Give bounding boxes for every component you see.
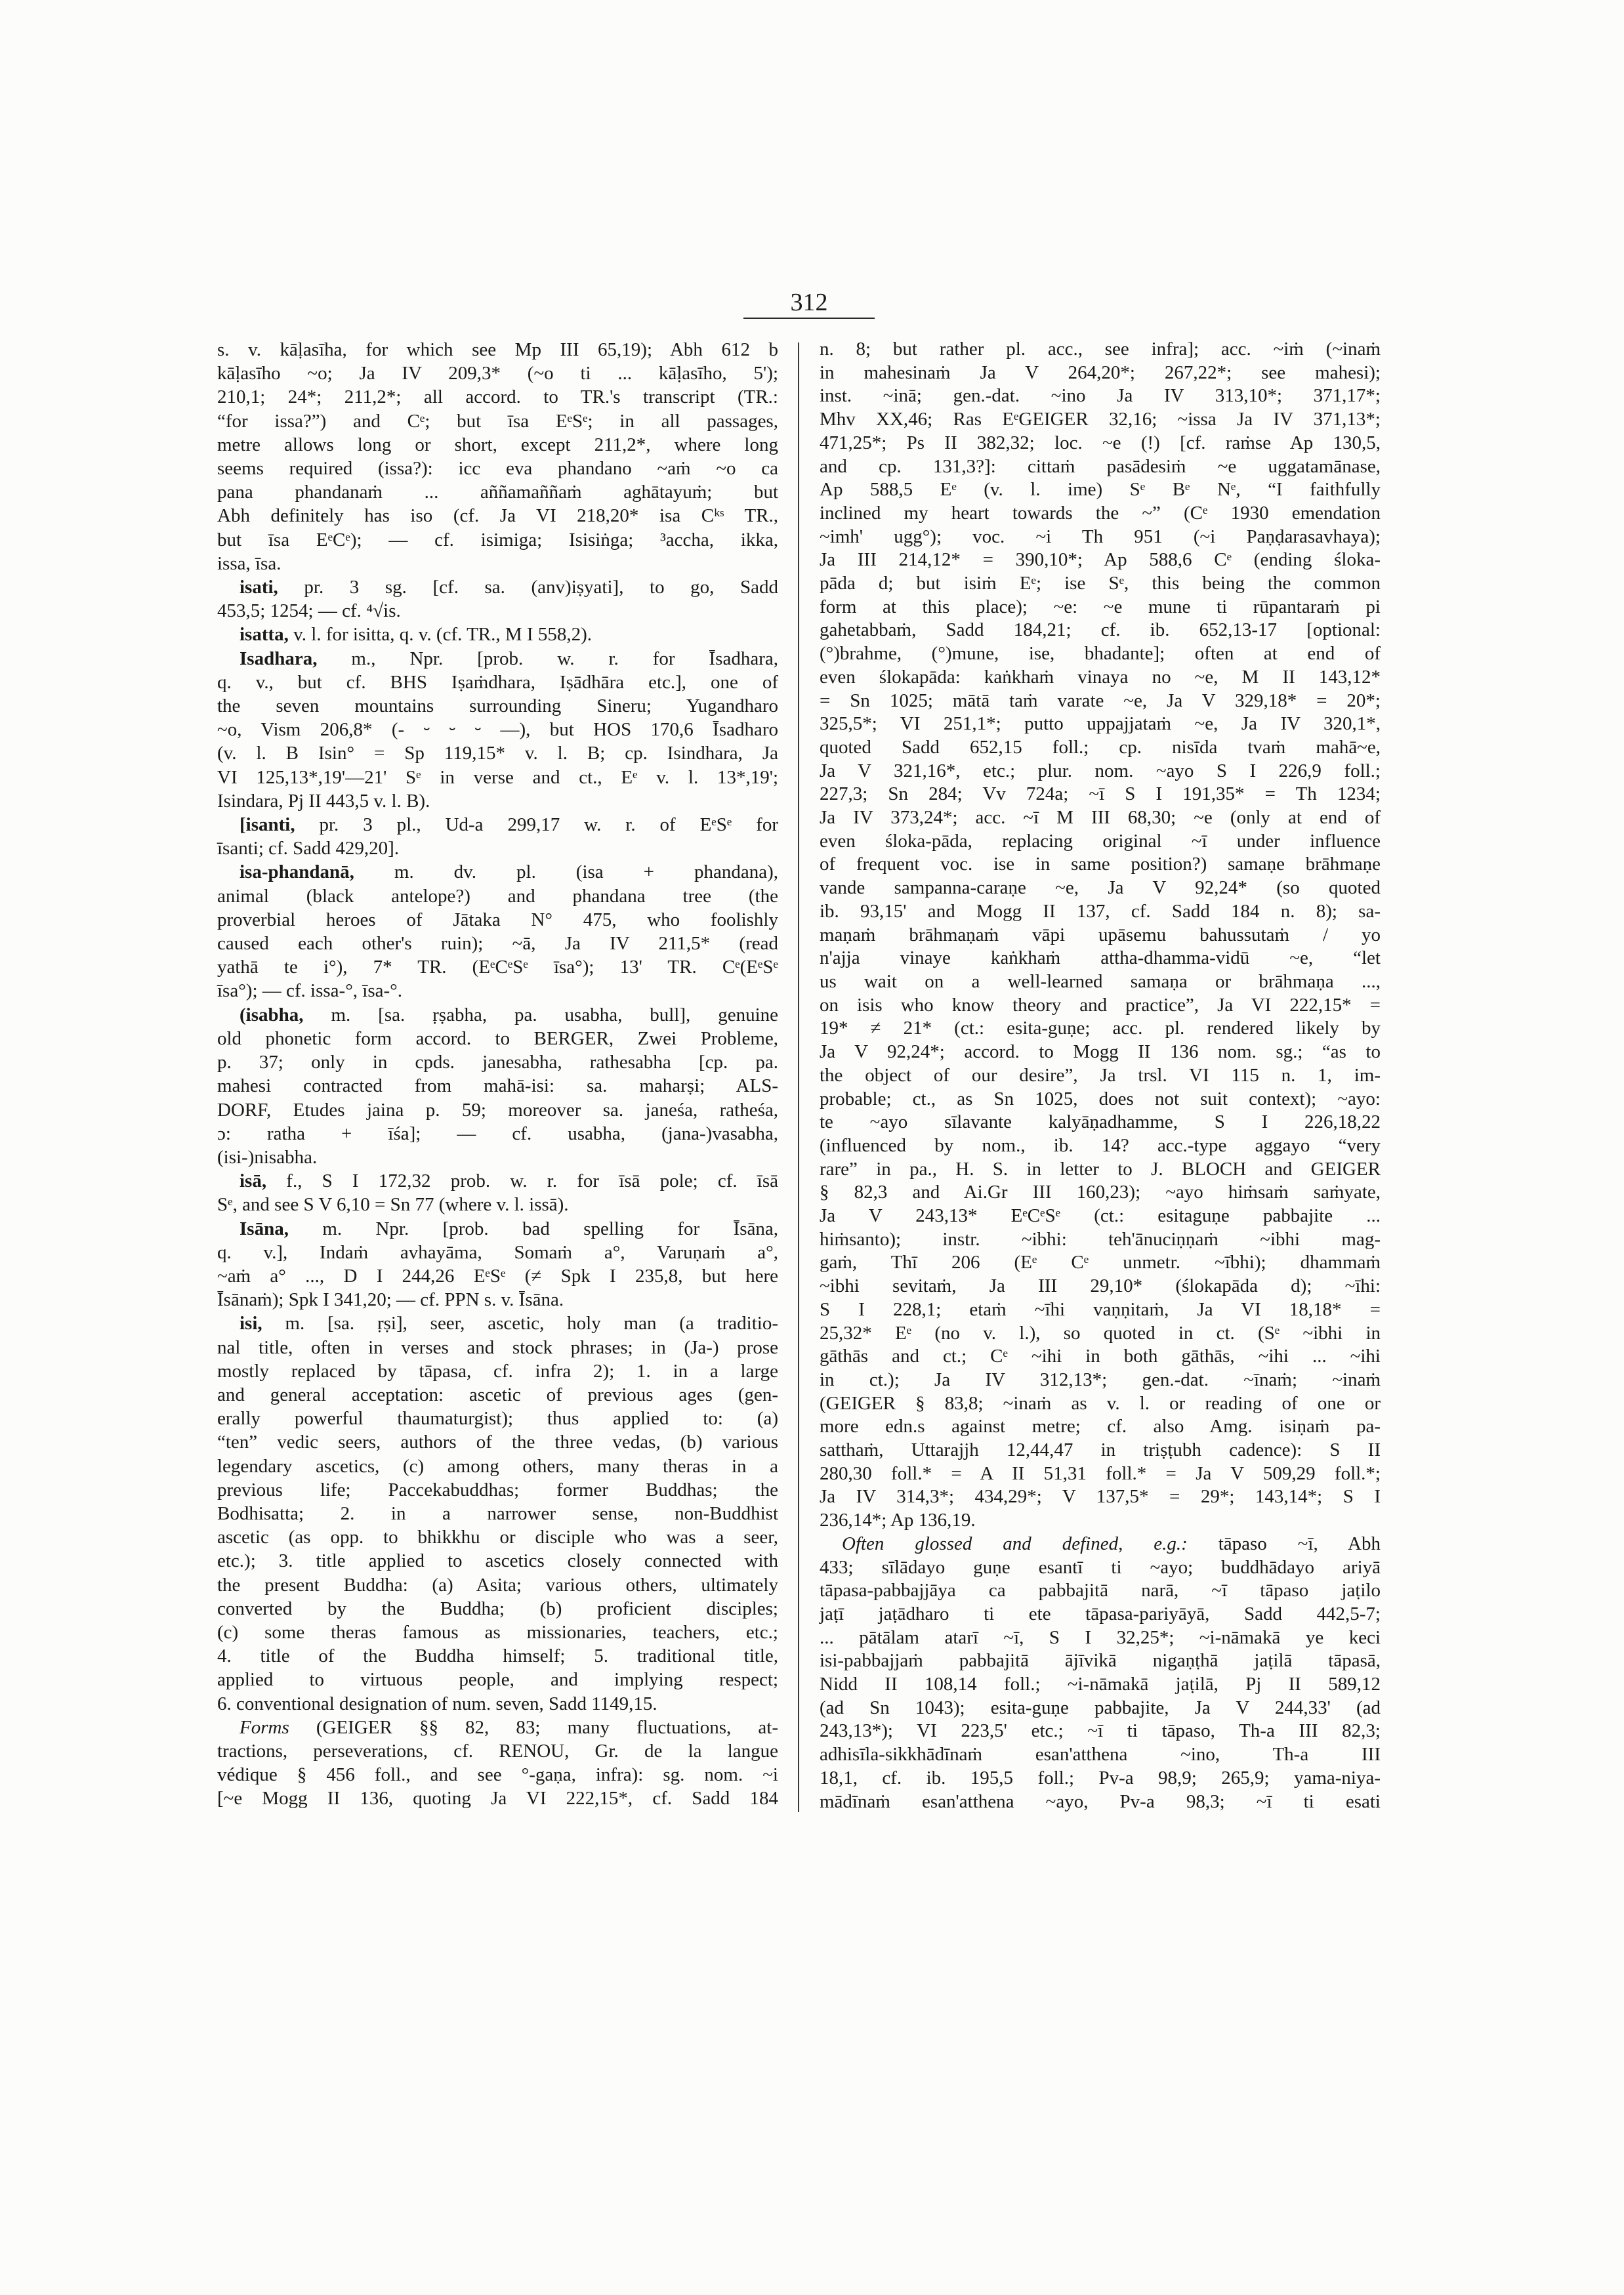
line-text: and cp. 131,3?]: cittaṁ pasādesiṁ ~e uggatamānase, xyxy=(820,455,1381,477)
line-text: p. 37; only in cpds. janesabha, rathesabha [cp. pa. xyxy=(217,1052,778,1073)
text-line xyxy=(820,1275,1381,1298)
line-text: m. [sa. ṛṣabha, pa. usabha, bull], genuine xyxy=(331,1004,778,1025)
text-line xyxy=(820,408,1381,432)
text-line xyxy=(820,455,1381,479)
text-line xyxy=(217,789,778,813)
line-text: 280,30 foll.* = A II 51,31 foll.* = Ja V 509,29 foll.*; xyxy=(820,1462,1381,1484)
line-text: kāḷasīho ~o; Ja IV 209,3* (~o ti ... kāḷasīho, 5'); xyxy=(217,363,778,384)
text-line xyxy=(820,1158,1381,1182)
line-text: applied to virtuous people, and implying respect; xyxy=(217,1669,778,1691)
line-text: proverbial heroes of Jātaka N° 475, who foolishly xyxy=(217,909,778,930)
line-text: § 82,3 and Ai.Gr III 160,23); ~ayo hiṁsaṁ saṁyate, xyxy=(820,1182,1381,1203)
text-line xyxy=(217,1288,778,1312)
text-line xyxy=(820,1533,1381,1556)
text-line xyxy=(820,619,1381,642)
line-text: védique § 456 foll., and see °-gaṇa, infra): sg. nom. ~i xyxy=(217,1764,778,1786)
dictionary-entry xyxy=(217,647,778,813)
line-text: metre allows long or short, except 211,2*, where long xyxy=(217,434,778,455)
text-line xyxy=(217,955,778,979)
headword: Isadhara, xyxy=(239,648,318,669)
text-line xyxy=(820,853,1381,877)
text-line xyxy=(217,457,778,480)
text-line xyxy=(820,478,1381,502)
text-line xyxy=(820,362,1381,385)
line-text: s. v. kāḷasīha, for which see Mp III 65,19); Abh 612 b xyxy=(217,339,778,360)
line-text: of frequent voc. ise in same position?) samaṇe brāhmaṇe xyxy=(820,854,1381,875)
text-line xyxy=(217,1692,778,1716)
line-text: Isindara, Pj II 443,5 v. l. B). xyxy=(217,790,430,812)
text-line xyxy=(217,409,778,433)
text-line xyxy=(217,1241,778,1264)
text-line xyxy=(217,528,778,552)
text-line xyxy=(820,1767,1381,1790)
text-line xyxy=(820,947,1381,970)
text-line xyxy=(820,1111,1381,1134)
left-column xyxy=(217,338,778,1811)
text-line xyxy=(217,1573,778,1597)
text-line xyxy=(820,924,1381,947)
text-line xyxy=(217,1739,778,1763)
line-text: 453,5; 1254; — cf. ⁴√is. xyxy=(217,600,401,622)
text-line xyxy=(820,338,1381,362)
text-line xyxy=(217,480,778,504)
line-text: Īsānaṁ); Spk I 341,20; — cf. PPN s. v. Īsāna. xyxy=(217,1289,564,1311)
line-text: nal title, often in verses and stock phrases; in (Ja-) prose xyxy=(217,1336,778,1358)
line-text: pana phandanaṁ ... aññamaññaṁ aghātayuṁ; but xyxy=(217,482,778,503)
text-line xyxy=(217,1098,778,1122)
dictionary-entry xyxy=(217,1217,778,1312)
page-number: 312 xyxy=(743,287,875,319)
line-text: yathā te i°), 7* TR. (EᵉCᵉSᵉ īsa°); 13' TR. Cᵉ(EᵉSᵉ xyxy=(217,957,778,978)
headword: isa-phandanā, xyxy=(239,861,354,883)
text-line xyxy=(820,1251,1381,1275)
text-line xyxy=(820,1790,1381,1814)
text-line xyxy=(217,671,778,694)
line-text: inst. ~inā; gen.-dat. ~ino Ja IV 313,10*; 371,17*; xyxy=(820,385,1381,407)
line-text: the seven mountains surrounding Sineru; Yugandharo xyxy=(217,695,778,717)
line-text: caused each other's ruin); ~ā, Ja IV 211,5* (read xyxy=(217,933,778,955)
line-text: q. v., but cf. BHS Iṣaṁdhara, Iṣādhāra etc.], one of xyxy=(217,671,778,693)
line-text: more edn.s against metre; cf. also Amg. isiṇaṁ pa- xyxy=(820,1416,1381,1437)
text-line xyxy=(820,1345,1381,1369)
line-text: Ja III 214,12* = 390,10*; Ap 588,6 Cᵉ (ending śloka- xyxy=(820,549,1381,571)
line-text: Abh definitely has iso (cf. Ja VI 218,20* isa Cᵏˢ TR., xyxy=(217,505,778,527)
text-line xyxy=(820,1603,1381,1626)
text-line xyxy=(820,1181,1381,1205)
text-line xyxy=(217,433,778,457)
text-line xyxy=(217,1478,778,1502)
line-text: “for issa?”) and Cᵉ; but īsa EᵉSᵉ; in all passages, xyxy=(217,410,778,432)
text-line xyxy=(820,526,1381,549)
text-line xyxy=(217,1383,778,1407)
text-line xyxy=(820,1415,1381,1439)
text-line xyxy=(217,718,778,741)
text-line xyxy=(217,1027,778,1050)
text-line xyxy=(217,1668,778,1691)
text-line xyxy=(217,1336,778,1359)
text-line xyxy=(820,1298,1381,1322)
text-line xyxy=(217,694,778,718)
line-text: 236,14*; Ap 136,19. xyxy=(820,1510,976,1531)
entry-paragraph xyxy=(820,338,1381,1533)
text-line xyxy=(820,548,1381,572)
text-line xyxy=(820,1509,1381,1533)
right-column xyxy=(820,338,1381,1813)
line-text: Ap 588,5 Eᵉ (v. l. ime) Sᵉ Bᵉ Nᵉ, “I faithfully xyxy=(820,479,1381,501)
line-text: 4. title of the Buddha himself; 5. traditional title, xyxy=(217,1645,778,1667)
text-line xyxy=(217,1597,778,1621)
dictionary-entry xyxy=(217,1312,778,1715)
line-text: (GEIGER § 83,8; ~inaṁ as v. l. or reading of one or xyxy=(820,1392,1381,1414)
line-text: v. l. for isitta, q. v. (cf. TR., M I 558,2). xyxy=(293,624,592,646)
headword: (isabha, xyxy=(239,1004,304,1025)
line-text: tractions, perseverations, cf. RENOU, Gr. de la langue xyxy=(217,1740,778,1762)
text-line xyxy=(820,432,1381,455)
line-text: Mhv XX,46; Ras EᵉGEIGER 32,16; ~issa Ja IV 371,13*; xyxy=(820,409,1381,430)
text-line xyxy=(820,713,1381,736)
line-text: 25,32* Eᵉ (no v. l.), so quoted in ct. (Sᵉ ~ibhi in xyxy=(820,1322,1381,1344)
line-text: form at this place); ~e: ~e mune ti rūpantaraṁ pi xyxy=(820,596,1381,617)
line-text: n. 8; but rather pl. acc., see infra]; acc. ~iṁ (~inaṁ xyxy=(820,339,1381,360)
line-text: 6. conventional designation of num. seven, Sadd 1149,15. xyxy=(217,1693,657,1714)
line-text: te ~ayo sīlavante kalyāṇadhamme, S I 226,18,22 xyxy=(820,1111,1381,1133)
text-line xyxy=(820,690,1381,713)
headword: isatta, xyxy=(239,624,289,646)
line-text: probable; ct., as Sn 1025, does not suit context); ~ayo: xyxy=(820,1088,1381,1109)
line-text: ~aṁ a° ..., D I 244,26 EᵉSᵉ (≠ Spk I 235,8, but here xyxy=(217,1265,778,1287)
text-line xyxy=(217,1407,778,1430)
text-line xyxy=(217,504,778,527)
text-line xyxy=(217,1193,778,1216)
line-text: Bodhisatta; 2. in a narrower sense, non-Buddhist xyxy=(217,1502,778,1524)
line-text: 210,1; 24*; 211,2*; all accord. to TR.'s transcript (TR.: xyxy=(217,386,778,408)
line-text: 325,5*; VI 251,1*; putto uppajjataṁ ~e, Ja IV 320,1*, xyxy=(820,713,1381,735)
entry-paragraph xyxy=(217,1716,778,1811)
dictionary-entry xyxy=(217,813,778,860)
line-text: jaṭī jaṭādharo ti ete tāpasa-pariyāyā, Sadd 442,5-7; xyxy=(820,1603,1381,1624)
text-line xyxy=(217,1549,778,1573)
text-line xyxy=(217,1264,778,1288)
line-text: (v. l. B Isin° = Sp 119,15* v. l. B; cp. Isindhara, Ja xyxy=(217,743,778,764)
text-line xyxy=(217,1525,778,1549)
line-text: issa, īsa. xyxy=(217,552,281,574)
line-text: Ja V 321,16*, etc.; plur. nom. ~ayo S I 226,9 foll.; xyxy=(820,760,1381,781)
text-line xyxy=(820,806,1381,830)
text-line xyxy=(217,385,778,409)
line-text: Ja IV 314,3*; 434,29*; V 137,5* = 29*; 143,14*; S I xyxy=(820,1486,1381,1508)
text-line xyxy=(820,1205,1381,1228)
line-text: but īsa EᵉCᵉ); — cf. isimiga; Isisiṅga; ³accha, ikka, xyxy=(217,529,778,550)
text-line xyxy=(820,736,1381,760)
section-lead: Often glossed and defined, e.g.: xyxy=(842,1533,1188,1554)
line-text: ~ibhi sevitaṁ, Ja III 29,10* (ślokapāda d); ~īhi: xyxy=(820,1275,1381,1297)
dictionary-entry xyxy=(217,623,778,646)
line-text: DORF, Etudes jaina p. 59; moreover sa. janeśa, ratheśa, xyxy=(217,1099,778,1121)
line-text: mādīnaṁ esan'atthena ~ayo, Pv-a 98,3; ~ī ti esati xyxy=(820,1790,1381,1812)
text-line xyxy=(217,1050,778,1074)
text-line xyxy=(217,575,778,599)
line-text: isi-pabbajjaṁ pabbajitā ājīvikā nigaṇṭhā jaṭilā tāpasā, xyxy=(820,1650,1381,1672)
line-text: (ad Sn 1043); esita-guṇe pabbajite, Ja V 244,33' (ad xyxy=(820,1697,1381,1718)
line-text: tāpasa-pabbajjāya ca pabbajitā narā, ~ī tāpaso jaṭilo xyxy=(820,1580,1381,1602)
line-text: (c) some theras famous as missionaries, teachers, etc.; xyxy=(217,1621,778,1643)
line-text: = Sn 1025; mātā taṁ varate ~e, Ja V 329,18* = 20*; xyxy=(820,690,1381,711)
line-text: mostly replaced by tāpasa, cf. infra 2); 1. in a large xyxy=(217,1360,778,1382)
line-text: us wait on a well-learned samaṇa or brāhmaṇa ..., xyxy=(820,970,1381,992)
line-text: 227,3; Sn 284; Vv 724a; ~ī S I 191,35* = Th 1234; xyxy=(820,783,1381,805)
line-text: īsa°); — cf. issa-°, īsa-°. xyxy=(217,980,403,1002)
line-text: 433; sīlādayo guṇe esantī ti ~ayo; buddhādayo ariyā xyxy=(820,1556,1381,1578)
line-text: on isis who know theory and practice”, Ja VI 222,15* = xyxy=(820,994,1381,1016)
text-line xyxy=(217,362,778,385)
text-line xyxy=(217,1430,778,1454)
line-text: maṇaṁ brāhmaṇaṁ vāpi upāsemu bahussutaṁ / yo xyxy=(820,924,1381,945)
text-line xyxy=(820,1369,1381,1392)
text-line xyxy=(820,1134,1381,1158)
line-text: m., Npr. [prob. w. r. for Īsadhara, xyxy=(351,648,778,669)
line-text: mahesi contracted from mahā-isi: sa. maharṣi; ALS- xyxy=(217,1075,778,1097)
text-line xyxy=(217,884,778,908)
line-text: Sᵉ, and see S V 6,10 = Sn 77 (where v. l. issā). xyxy=(217,1194,569,1216)
text-line xyxy=(217,623,778,646)
line-text: quoted Sadd 652,15 foll.; cp. nisīda tvaṁ mahā~e, xyxy=(820,736,1381,758)
text-line xyxy=(820,1649,1381,1673)
line-text: VI 125,13*,19'—21' Sᵉ in verse and ct., Eᵉ v. l. 13*,19'; xyxy=(217,766,778,788)
text-line xyxy=(217,813,778,837)
line-text: (influenced by nom., ib. 14? acc.-type aggayo “very xyxy=(820,1134,1381,1156)
line-text: ascetic (as opp. to bhikkhu or disciple who was a seer, xyxy=(217,1527,778,1548)
line-text: īsanti; cf. Sadd 429,20]. xyxy=(217,838,400,859)
text-line xyxy=(217,1359,778,1383)
text-line xyxy=(820,1088,1381,1111)
text-line xyxy=(217,1644,778,1668)
line-text: tāpaso ~ī, Abh xyxy=(1218,1533,1381,1554)
line-text: hiṁsanto); instr. ~ibhi: teh'ānuciṇṇaṁ ~ibhi mag- xyxy=(820,1228,1381,1250)
line-text: converted by the Buddha; (b) proficient disciples; xyxy=(217,1598,778,1619)
text-line xyxy=(217,1122,778,1146)
line-text: Ja V 92,24*; accord. to Mogg II 136 nom. sg.; “as to xyxy=(820,1041,1381,1063)
line-text: adhisīla-sikkhādīnaṁ esan'atthena ~ino, Th-a III xyxy=(820,1744,1381,1766)
line-text: m. Npr. [prob. bad spelling for Īsāna, xyxy=(322,1218,779,1239)
dictionary-entry xyxy=(217,860,778,1003)
section-lead: Forms xyxy=(239,1716,289,1738)
text-line xyxy=(217,1621,778,1644)
text-line xyxy=(820,760,1381,783)
line-text: 471,25*; Ps II 382,32; loc. ~e (!) [cf. raṁse Ap 130,5, xyxy=(820,432,1381,453)
column-divider xyxy=(798,342,799,1812)
line-text: even ślokapāda: kaṅkhaṁ vinaya no ~e, M II 143,12* xyxy=(820,666,1381,688)
line-text: ~imh' ugg°); voc. ~i Th 951 (~i Paṇḍarasavhaya); xyxy=(820,526,1381,547)
text-line xyxy=(217,1455,778,1478)
line-text: [~e Mogg II 136, quoting Ja VI 222,15*, cf. Sadd 184 xyxy=(217,1788,778,1809)
headword: isi, xyxy=(239,1313,262,1334)
entry-paragraph xyxy=(217,338,778,575)
text-line xyxy=(217,932,778,955)
line-text: ~o, Vism 206,8* (- ⏑ ⏑ ⏑ —), but HOS 170,6 Īsadharo xyxy=(217,719,778,741)
line-text: seems required (issa?): icc eva phandano ~aṁ ~o ca xyxy=(217,458,778,480)
line-text: gahetabbaṁ, Sadd 184,21; cf. ib. 652,13-17 [optional: xyxy=(820,619,1381,641)
headword: Isāna, xyxy=(239,1218,289,1239)
line-text: etc.); 3. title applied to ascetics closely connected with xyxy=(217,1550,778,1572)
line-text: n'ajja vinaye kaṅkhaṁ attha-dhamma-vidū ~e, “let xyxy=(820,947,1381,969)
text-line xyxy=(217,837,778,860)
text-line xyxy=(820,642,1381,666)
text-line xyxy=(217,552,778,575)
text-line xyxy=(820,900,1381,924)
line-text: vande sampanna-caraṇe ~e, Ja V 92,24* (so quoted xyxy=(820,877,1381,899)
text-line xyxy=(820,1439,1381,1462)
text-line xyxy=(820,1064,1381,1088)
line-text: pr. 3 sg. [cf. sa. (anv)iṣyati], to go, Sadd xyxy=(304,577,779,598)
line-text: ib. 93,15' and Mogg II 137, cf. Sadd 184 n. 8); sa- xyxy=(820,900,1381,922)
text-line xyxy=(820,666,1381,690)
text-line xyxy=(217,741,778,765)
line-text: the object of our desire”, Ja trsl. VI 115 n. 1, im- xyxy=(820,1064,1381,1086)
dictionary-entry xyxy=(217,1003,778,1169)
line-text: m. dv. pl. (isa + phandana), xyxy=(394,861,779,883)
text-line xyxy=(820,1322,1381,1346)
line-text: ... pātālam atarī ~ī, S I 32,25*; ~i-nāmakā ye keci xyxy=(820,1626,1381,1648)
line-text: q. v.], Indaṁ avhayāma, Somaṁ a°, Varuṇaṁ a°, xyxy=(217,1241,778,1263)
text-line xyxy=(217,860,778,884)
line-text: “ten” vedic seers, authors of the three vedas, (b) various xyxy=(217,1432,778,1453)
text-line xyxy=(820,1392,1381,1416)
text-line xyxy=(820,970,1381,994)
text-line xyxy=(820,1462,1381,1486)
text-line xyxy=(217,1787,778,1810)
line-text: m. [sa. ṛṣi], seer, ascetic, holy man (a traditio- xyxy=(285,1313,779,1334)
text-line xyxy=(820,502,1381,526)
text-line xyxy=(820,994,1381,1018)
headword: isā, xyxy=(239,1170,267,1192)
line-text: ɔ: ratha + īśa]; — cf. usabha, (jana-)vasabha, xyxy=(217,1123,778,1144)
text-line xyxy=(217,599,778,623)
text-line xyxy=(820,1626,1381,1650)
line-text: old phonetic form accord. to BERGER, Zwei Probleme, xyxy=(217,1027,778,1049)
line-text: legendary ascetics, (c) among others, many theras in a xyxy=(217,1455,778,1477)
line-text: inclined my heart towards the ~” (Cᵉ 1930 emendation xyxy=(820,502,1381,524)
line-text: rare” in pa., H. S. in letter to J. BLOCH and GEIGER xyxy=(820,1158,1381,1180)
line-text: satthaṁ, Uttarajjh 12,44,47 in triṣṭubh cadence): S II xyxy=(820,1439,1381,1461)
text-line xyxy=(217,1003,778,1027)
text-line xyxy=(820,1556,1381,1580)
text-line xyxy=(217,766,778,789)
text-line xyxy=(820,596,1381,619)
text-line xyxy=(820,1017,1381,1041)
text-line xyxy=(820,1485,1381,1509)
text-line xyxy=(820,1228,1381,1252)
text-line xyxy=(217,1312,778,1335)
line-text: 243,13*); VI 223,5' etc.; ~ī ti tāpaso, Th-a III 82,3; xyxy=(820,1720,1381,1742)
text-line xyxy=(217,338,778,362)
line-text: pāda d; but isiṁ Eᵉ; ise Sᵉ, this being the common xyxy=(820,573,1381,594)
text-line xyxy=(820,1041,1381,1064)
text-line xyxy=(820,877,1381,900)
text-line xyxy=(820,1579,1381,1603)
dictionary-entry xyxy=(217,575,778,623)
text-line xyxy=(820,1743,1381,1767)
text-line xyxy=(217,1169,778,1193)
text-line xyxy=(217,979,778,1003)
line-text: pr. 3 pl., Ud-a 299,17 w. r. of EᵉSᵉ for xyxy=(319,814,778,836)
text-line xyxy=(217,1716,778,1739)
line-text: 18,1, cf. ib. 195,5 foll.; Pv-a 98,9; 265,9; yama-niya- xyxy=(820,1767,1381,1788)
dictionary-entry xyxy=(217,1169,778,1216)
entry-paragraph xyxy=(820,1533,1381,1813)
line-text: (GEIGER §§ 82, 83; many fluctuations, at- xyxy=(316,1716,779,1738)
line-text: erally powerful thaumaturgist); thus applied to: (a) xyxy=(217,1408,778,1430)
line-text: previous life; Paccekabuddhas; former Buddhas; the xyxy=(217,1479,778,1500)
line-text: even śloka-pāda, replacing original ~ī under influence xyxy=(820,830,1381,852)
text-line xyxy=(217,1217,778,1241)
text-line xyxy=(217,1763,778,1787)
line-text: the present Buddha: (a) Asita; various others, ultimately xyxy=(217,1574,778,1596)
text-line xyxy=(820,783,1381,806)
line-text: Nidd II 108,14 foll.; ~i-nāmakā jaṭilā, Pj II 589,12 xyxy=(820,1674,1381,1695)
line-text: (°)brahme, (°)mune, ise, bhadante]; often at end of xyxy=(820,643,1381,665)
line-text: in mahesinaṁ Ja V 264,20*; 267,22*; see mahesi); xyxy=(820,362,1381,383)
line-text: gāthās and ct.; Cᵉ ~ihi in both gāthās, ~ihi ... ~ihi xyxy=(820,1346,1381,1367)
text-line xyxy=(217,908,778,932)
headword: isati, xyxy=(239,577,278,598)
text-line xyxy=(217,1074,778,1098)
text-line xyxy=(217,1146,778,1169)
line-text: Ja V 243,13* EᵉCᵉSᵉ (ct.: esitaguṇe pabbajite ... xyxy=(820,1205,1381,1227)
text-line xyxy=(217,647,778,671)
line-text: Ja IV 373,24*; acc. ~ī M III 68,30; ~e (only at end of xyxy=(820,807,1381,829)
line-text: animal (black antelope?) and phandana tree (the xyxy=(217,885,778,907)
line-text: f., S I 172,32 prob. w. r. for īsā pole; cf. īsā xyxy=(286,1170,778,1192)
text-line xyxy=(217,1502,778,1525)
line-text: in ct.); Ja IV 312,13*; gen.-dat. ~īnaṁ; ~inaṁ xyxy=(820,1369,1381,1390)
text-line xyxy=(820,384,1381,408)
line-text: (isi-)nisabha. xyxy=(217,1146,318,1168)
text-line xyxy=(820,830,1381,854)
headword: [isanti, xyxy=(239,814,295,836)
line-text: and general acceptation: ascetic of previous ages (gen- xyxy=(217,1384,778,1405)
text-line xyxy=(820,572,1381,596)
text-line xyxy=(820,1697,1381,1720)
text-line xyxy=(820,1720,1381,1743)
text-line xyxy=(820,1673,1381,1697)
line-text: S I 228,1; etaṁ ~īhi vaṇṇitaṁ, Ja VI 18,18* = xyxy=(820,1298,1381,1320)
line-text: gaṁ, Thī 206 (Eᵉ Cᵉ unmetr. ~ībhi); dhammaṁ xyxy=(820,1252,1381,1273)
line-text: 19* ≠ 21* (ct.: esita-guṇe; acc. pl. rendered likely by xyxy=(820,1018,1381,1039)
